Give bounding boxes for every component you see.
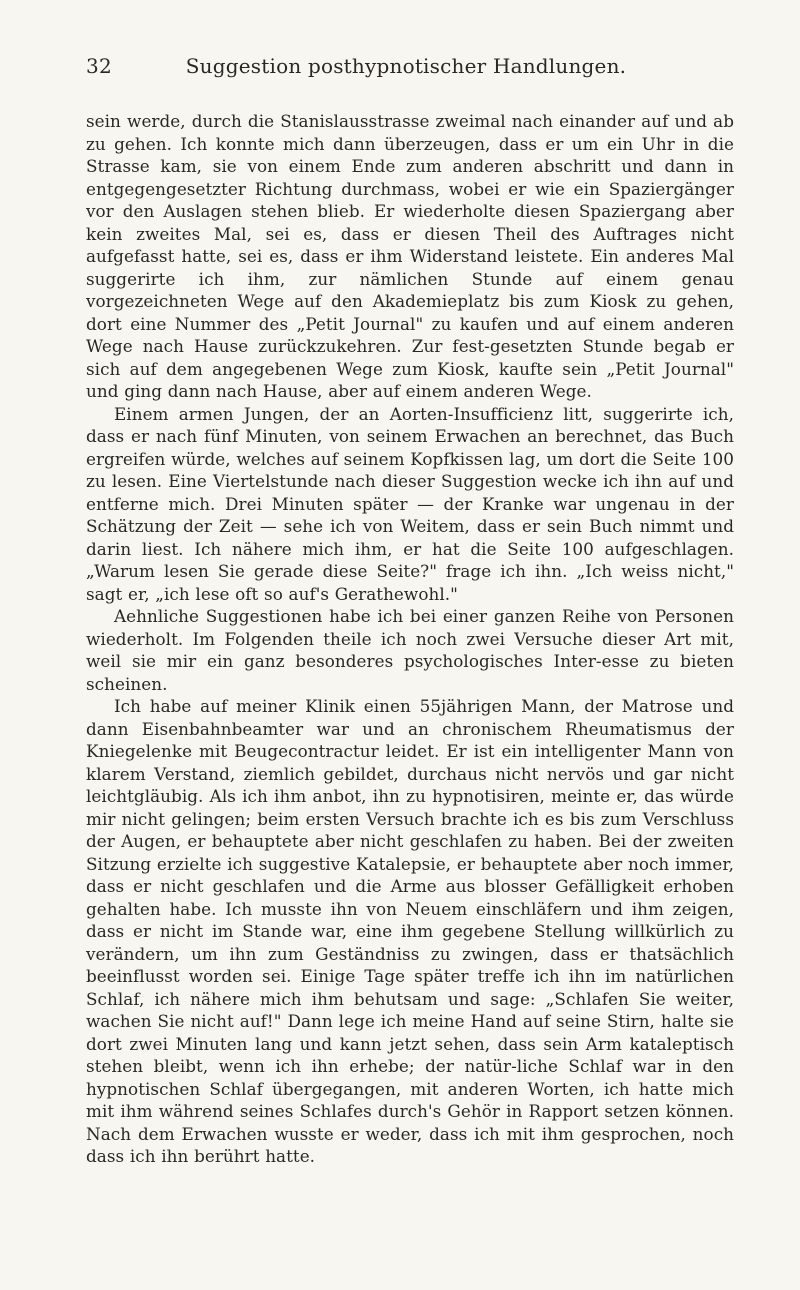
body-text — [86, 110, 734, 1168]
paragraph-4: Ich habe auf meiner Klinik einen 55jährigen Mann, der Matrose und dann Eisenbahnbeamter war und an chronischem Rheumatismus der Kniegelenke mit Beugecontractur leidet. Er ist ein intelligenter Mann von klarem Verstand, ziemlich gebildet, durchaus nicht nervös und gar nicht leichtgläubig. Als ich ihm anbot, ihn zu hypnotisiren, meinte er, das würde mir nicht gelingen; beim ersten Versuch brachte ich es bis zum Verschluss der Augen, er behauptete aber nicht geschlafen zu haben. Bei der zweiten Sitzung erzielte ich suggestive Katalepsie, er behauptete aber noch immer, dass er nicht geschlafen und die Arme aus blosser Gefälligkeit erhoben gehalten habe. Ich musste ihn von Neuem einschläfern und ihm zeigen, dass er nicht im Stande war, eine ihm gegebene Stellung willkürlich zu verändern, um ihn zum Geständniss zu zwingen, dass er thatsächlich beeinflusst worden sei. Einige Tage später treffe ich ihn im natürlichen Schlaf, ich nähere mich ihm behutsam und sage: „Schlafen Sie weiter, wachen Sie nicht auf!" Dann lege ich meine Hand auf seine Stirn, halte sie dort zwei Minuten lang und kann jetzt sehen, dass sein Arm kataleptisch stehen bleibt, wenn ich ihn erhebe; der natür-liche Schlaf war in den hypnotischen Schlaf übergegangen, mit anderen Worten, ich hatte mich mit ihm während seines Schlafes durch's Gehör in Rapport setzen können. Nach dem Erwachen wusste er weder, dass ich mit ihm gesprochen, noch dass ich ihn berührt hatte. — [86, 696, 734, 1166]
paragraph-3: Aehnliche Suggestionen habe ich bei einer ganzen Reihe von Personen wiederholt. Im Folgenden theile ich noch zwei Versuche dieser Art mit, weil sie mir ein ganz besonderes psychologisches Inter-esse zu bieten scheinen. — [86, 606, 734, 694]
page-number: 32 — [86, 54, 113, 78]
page-header — [86, 52, 726, 80]
running-title: Suggestion posthypnotischer Handlungen. — [185, 54, 627, 78]
paragraph-1: sein werde, durch die Stanislausstrasse zweimal nach einander auf und ab zu gehen. Ich konnte mich dann überzeugen, dass er um ein Uhr in die Strasse kam, sie von einem Ende zum anderen abschritt und dann in entgegengesetzter Richtung durchmass, wobei er wie ein Spaziergänger vor den Auslagen stehen blieb. Er wiederholte diesen Spaziergang aber kein zweites Mal, sei es, dass er diesen Theil des Auftrages nicht aufgefasst hatte, sei es, dass er ihm Widerstand leistete. Ein anderes Mal suggerirte ich ihm, zur nämlichen Stunde auf einem genau vorgezeichneten Wege auf den Akademieplatz bis zum Kiosk zu gehen, dort eine Nummer des „Petit Journal" zu kaufen und auf einem anderen Wege nach Hause zurückzukehren. Zur fest-gesetzten Stunde begab er sich auf dem angegebenen Wege zum Kiosk, kaufte sein „Petit Journal" und ging dann nach Hause, aber auf einem anderen Wege. — [86, 111, 734, 401]
paragraph-2: Einem armen Jungen, der an Aorten-Insufficienz litt, suggerirte ich, dass er nach fünf Minuten, von seinem Erwachen an berechnet, das Buch ergreifen würde, welches auf seinem Kopfkissen lag, um dort die Seite 100 zu lesen. Eine Viertelstunde nach dieser Suggestion wecke ich ihn auf und entferne mich. Drei Minuten später — der Kranke war ungenau in der Schätzung der Zeit — sehe ich von Weitem, dass er sein Buch nimmt und darin liest. Ich nähere mich ihm, er hat die Seite 100 aufgeschlagen. „Warum lesen Sie gerade diese Seite?" frage ich ihn. „Ich weiss nicht," sagt er, „ich lese oft so auf's Gerathewohl." — [86, 403, 734, 604]
